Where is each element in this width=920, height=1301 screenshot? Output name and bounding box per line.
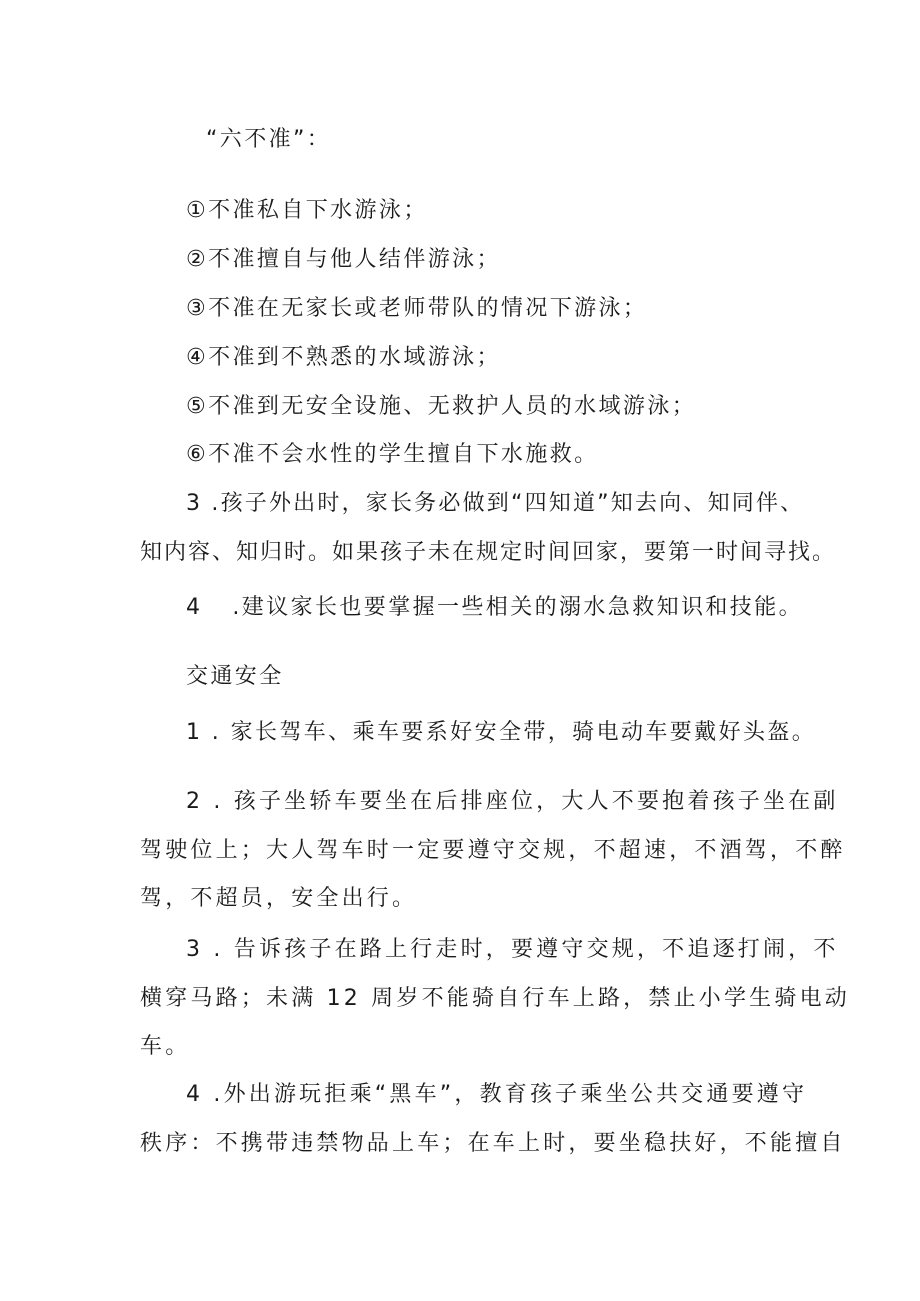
traffic-p2-line2: 驾驶位上；大人驾车时一定要遵守交规，不超速，不酒驾，不醉 — [140, 838, 846, 863]
traffic-p3-line2: 横穿马路；未满 12 周岁不能骑自行车上路，禁止小学生骑电动 — [140, 986, 850, 1011]
item4-number: 4 — [186, 595, 203, 620]
item4-text: .建议家长也要掌握一些相关的溺水急救知识和技能。 — [232, 595, 804, 620]
rule-item-6: ⑥不准不会水性的学生擅自下水施救。 — [186, 442, 599, 467]
item4-paragraph — [186, 593, 803, 623]
traffic-p2-line3: 驾，不超员，安全出行。 — [140, 886, 418, 911]
six-rules-heading: “六不准”： — [206, 127, 332, 152]
rule-item-2: ②不准擅自与他人结伴游泳； — [186, 247, 501, 272]
item3-line1: 3 .孩子外出时，家长务必做到“四知道”知去向、知同伴、 — [186, 491, 805, 516]
rule-item-3: ③不准在无家长或老师带队的情况下游泳； — [186, 296, 648, 321]
traffic-p4-line1: 4 .外出游玩拒乘“黑车”，教育孩子乘坐公共交通要遵守 — [186, 1082, 808, 1107]
traffic-p4-line2: 秩序：不携带违禁物品上车；在车上时，要坐稳扶好，不能擅自 — [140, 1131, 846, 1156]
traffic-p3-line1: 3 . 告诉孩子在路上行走时，要遵守交规，不追逐打闹，不 — [186, 937, 839, 962]
traffic-heading: 交通安全 — [186, 664, 284, 689]
traffic-p1: 1 . 家长驾车、乘车要系好安全带，骑电动车要戴好头盔。 — [186, 720, 817, 745]
item3-line2: 知内容、知归时。如果孩子未在规定时间回家，要第一时间寻找。 — [140, 540, 837, 565]
traffic-p2-line1: 2 . 孩子坐轿车要坐在后排座位，大人不要抱着孩子坐在副 — [186, 789, 839, 814]
rule-item-1: ①不准私自下水游泳； — [186, 198, 428, 223]
traffic-p3-line3: 车。 — [140, 1034, 191, 1059]
rule-item-4: ④不准到不熟悉的水域游泳； — [186, 345, 501, 370]
rule-item-5: ⑤不准到无安全设施、无救护人员的水域游泳； — [186, 394, 697, 419]
